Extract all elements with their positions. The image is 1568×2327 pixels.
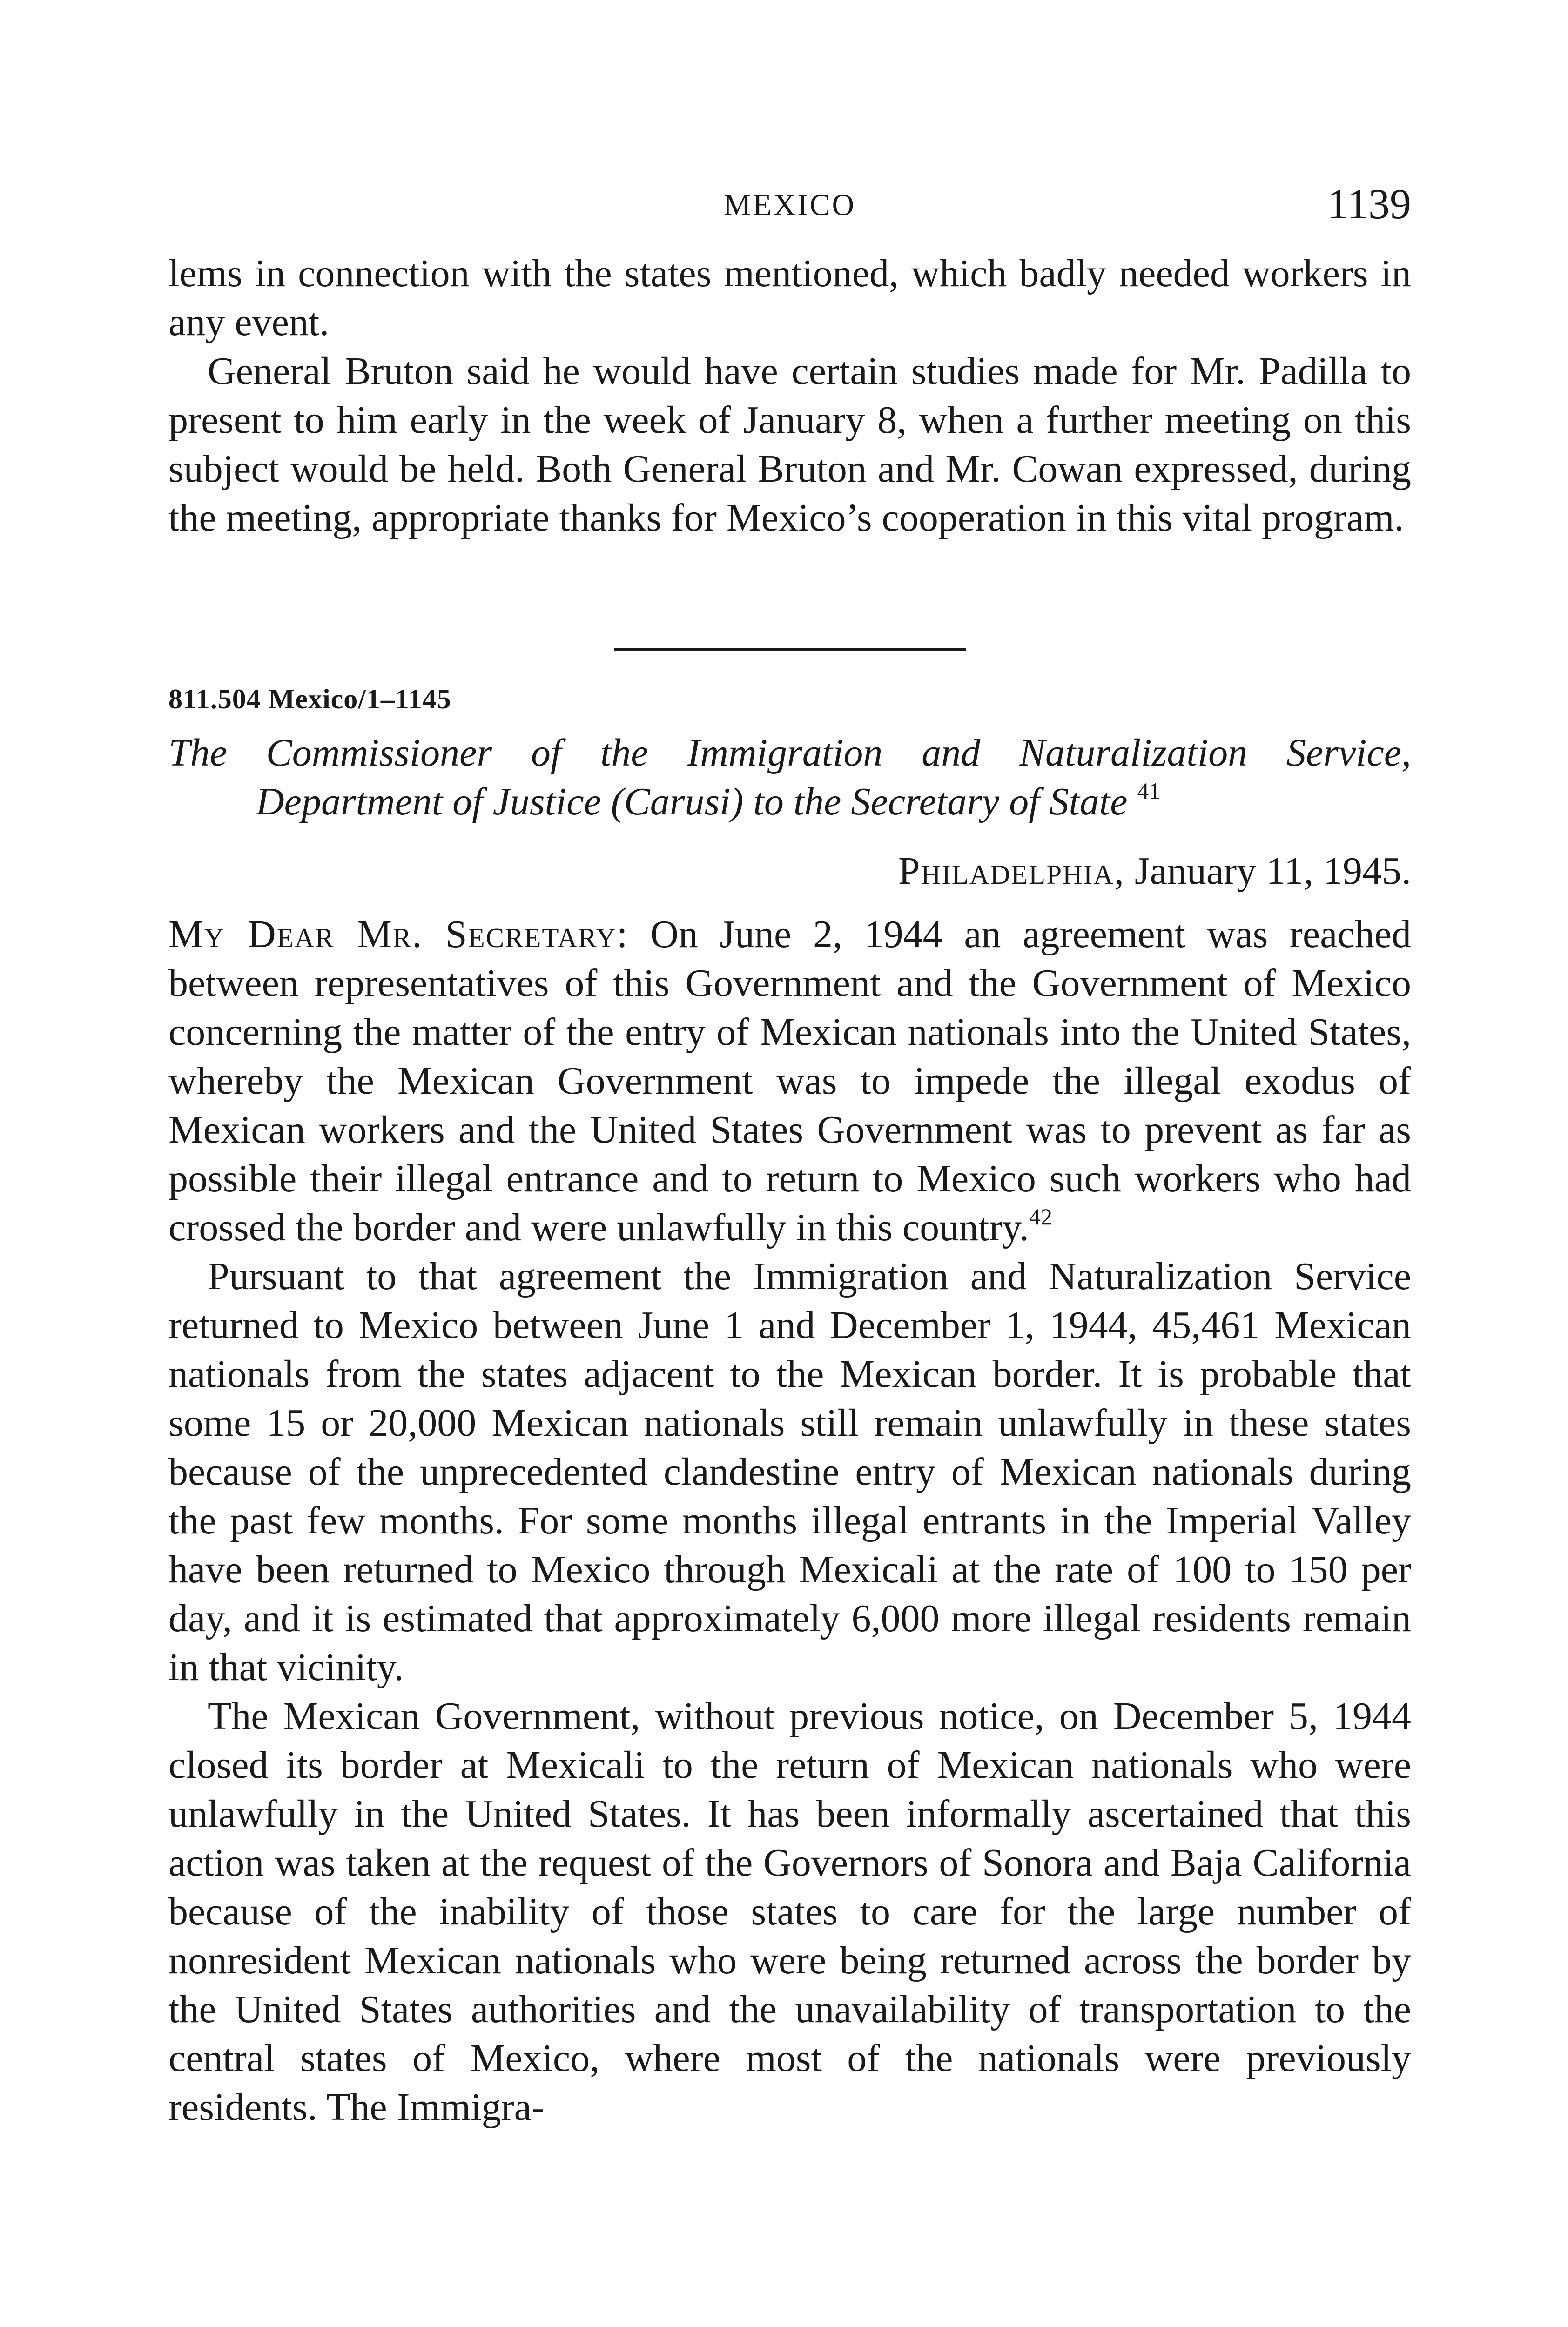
preceding-paragraph-continuation: lems in connection with the states mentioned, which badly needed workers in any event. [168, 252, 1411, 344]
letter-paragraph-1 [168, 910, 1411, 1252]
file-number: 811.504 Mexico/1–1145 [168, 684, 451, 714]
document-heading-line1: The Commissioner of the Immigration and Naturalization Service, [168, 731, 1411, 774]
dateline-place: Philadelphia, [898, 849, 1125, 893]
page-header [168, 179, 1411, 230]
document-heading-line2-text: Department of Justice (Carusi) to the Secretary of State [256, 780, 1128, 823]
letter-paragraph-1-text: On June 2, 1944 an agreement was reached between representatives of this Government and the Government of Mexico concerning the matter of the entry of Mexican nationals into the United States, whereby the Mexican Government was to impede the illegal exodus of Mexican workers and the United States Government was to prevent as far as possible their illegal entrance and to return to Mexico such workers who had crossed the border and were unlawfully in this country. [168, 913, 1412, 1249]
document-heading [168, 728, 1411, 826]
letter-body [168, 910, 1411, 2132]
page-number: 1139 [1327, 180, 1411, 228]
letter-paragraph-2: Pursuant to that agreement the Immigration and Naturalization Service returned to Mexico between June 1 and December 1, 1944, 45,461 Mexican nationals from the states adjacent to the Mexican border. It is probable that some 15 or 20,000 Mexican nationals still remain unlawfully in these states because of the unprecedented clandestine entry of Mexican nationals during the past few months. For some months illegal entrants in the Imperial Valley have been returned to Mexico through Mexicali at the rate of 100 to 150 per day, and it is estimated that approximately 6,000 more illegal residents remain in that vicinity. [168, 1255, 1411, 1689]
dateline-date: January 11, 1945. [1134, 849, 1411, 893]
dateline [898, 848, 1411, 894]
section-divider [614, 648, 966, 651]
salutation: My Dear Mr. Secretary: [168, 913, 629, 956]
letter-paragraph-3: The Mexican Government, without previous notice, on December 5, 1944 closed its border at Mexicali to the return of Mexican nationals who were unlawfully in the United States. It has been informally ascertained that this action was taken at the request of the Governors of Sonora and Baja California because of the inability of those states to care for the large number of nonresident Mexican nationals who were being returned across the border by the United States authorities and the unavailability of transportation to the central states of Mexico, where most of the nationals were previously residents. The Immigra- [168, 1695, 1411, 2129]
preceding-paragraph: General Bruton said he would have certain studies made for Mr. Padilla to present to him early in the week of January 8, when a further meeting on this subject would be held. Both General Bruton and Mr. Cowan expressed, during the meeting, appropriate thanks for Mexico’s cooperation in this vital program. [168, 350, 1411, 539]
footnote-ref-41: 41 [1137, 778, 1161, 804]
footnote-ref-42: 42 [1029, 1204, 1053, 1230]
document-heading-line2 [168, 777, 1411, 826]
running-head: MEXICO [723, 188, 856, 222]
